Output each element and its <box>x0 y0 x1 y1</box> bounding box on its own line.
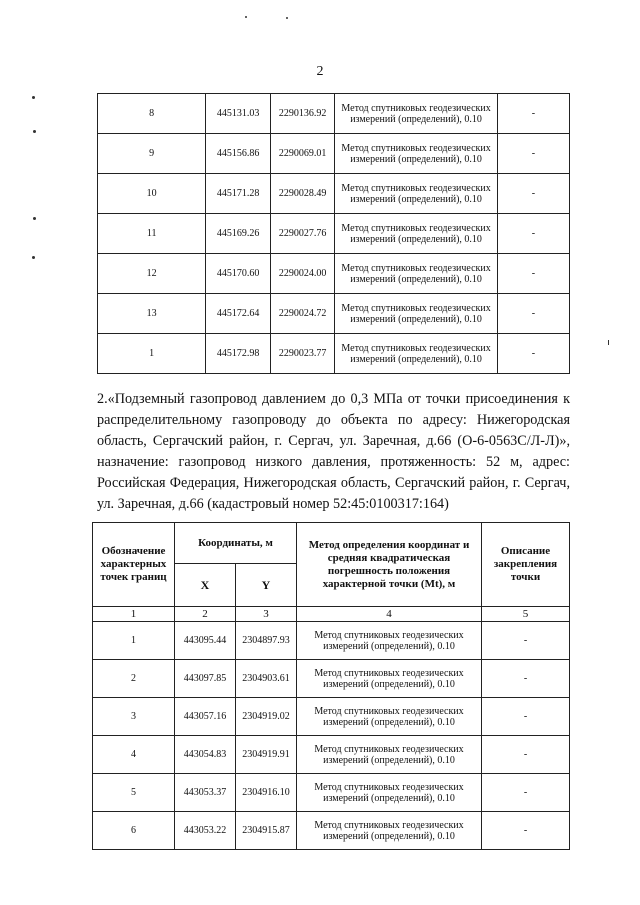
point-cell: 5 <box>93 774 175 812</box>
x-cell: 443053.22 <box>175 812 236 850</box>
point-cell: 13 <box>98 294 206 334</box>
table-row <box>98 254 570 294</box>
scan-speck <box>33 217 36 220</box>
desc-cell: - <box>482 774 570 812</box>
desc-cell: - <box>497 134 569 174</box>
y-cell: 2290069.01 <box>270 134 335 174</box>
desc-cell: - <box>497 214 569 254</box>
x-cell: 445172.98 <box>206 334 270 374</box>
x-cell: 445170.60 <box>206 254 270 294</box>
x-cell: 443097.85 <box>175 660 236 698</box>
x-cell: 445131.03 <box>206 94 270 134</box>
method-cell: Метод спутниковых геодезических измерений (определений), 0.10 <box>297 698 482 736</box>
column-number: 4 <box>297 607 482 622</box>
column-number: 1 <box>93 607 175 622</box>
y-cell: 2290027.76 <box>270 214 335 254</box>
desc-cell: - <box>482 698 570 736</box>
point-cell: 8 <box>98 94 206 134</box>
point-cell: 9 <box>98 134 206 174</box>
y-cell: 2290028.49 <box>270 174 335 214</box>
table-row <box>93 736 570 774</box>
y-cell: 2290024.00 <box>270 254 335 294</box>
x-cell: 443054.83 <box>175 736 236 774</box>
header-point: Обозначение характерных точек границ <box>93 523 175 607</box>
header-x: X <box>175 564 236 607</box>
coordinates-table-continuation <box>97 93 570 374</box>
table-row <box>98 94 570 134</box>
point-cell: 10 <box>98 174 206 214</box>
scan-speck <box>245 16 247 18</box>
x-cell: 445156.86 <box>206 134 270 174</box>
method-cell: Метод спутниковых геодезических измерений (определений), 0.10 <box>297 660 482 698</box>
desc-cell: - <box>497 94 569 134</box>
table-row <box>93 698 570 736</box>
table-row <box>98 174 570 214</box>
method-cell: Метод спутниковых геодезических измерений (определений), 0.10 <box>335 174 497 214</box>
table-row <box>93 774 570 812</box>
method-cell: Метод спутниковых геодезических измерений (определений), 0.10 <box>335 334 497 374</box>
y-cell: 2304919.02 <box>236 698 297 736</box>
table-row <box>98 214 570 254</box>
point-cell: 11 <box>98 214 206 254</box>
x-cell: 445171.28 <box>206 174 270 214</box>
x-cell: 443053.37 <box>175 774 236 812</box>
method-cell: Метод спутниковых геодезических измерений (определений), 0.10 <box>335 94 497 134</box>
x-cell: 443095.44 <box>175 622 236 660</box>
y-cell: 2304897.93 <box>236 622 297 660</box>
desc-cell: - <box>497 334 569 374</box>
point-cell: 1 <box>98 334 206 374</box>
table-row <box>98 134 570 174</box>
coordinates-table <box>92 522 570 850</box>
column-number: 3 <box>236 607 297 622</box>
method-cell: Метод спутниковых геодезических измерений (определений), 0.10 <box>297 736 482 774</box>
table-row <box>98 334 570 374</box>
point-cell: 4 <box>93 736 175 774</box>
scan-speck <box>286 17 288 19</box>
table-row <box>93 812 570 850</box>
header-method: Метод определения координат и средняя квадратическая погрешность положения характерной точки (Mt), м <box>297 523 482 607</box>
y-cell: 2304916.10 <box>236 774 297 812</box>
method-cell: Метод спутниковых геодезических измерений (определений), 0.10 <box>297 622 482 660</box>
method-cell: Метод спутниковых геодезических измерений (определений), 0.10 <box>297 774 482 812</box>
column-numbers-row <box>93 607 570 622</box>
point-cell: 2 <box>93 660 175 698</box>
column-number: 5 <box>482 607 570 622</box>
desc-cell: - <box>497 254 569 294</box>
scan-speck <box>33 130 36 133</box>
point-cell: 1 <box>93 622 175 660</box>
point-cell: 12 <box>98 254 206 294</box>
scan-speck <box>608 340 609 345</box>
y-cell: 2290136.92 <box>270 94 335 134</box>
desc-cell: - <box>482 812 570 850</box>
table-row <box>93 622 570 660</box>
point-cell: 3 <box>93 698 175 736</box>
desc-cell: - <box>482 622 570 660</box>
header-coords: Координаты, м <box>175 523 297 564</box>
y-cell: 2290023.77 <box>270 334 335 374</box>
header-desc: Описание закрепления точки <box>482 523 570 607</box>
header-y: Y <box>236 564 297 607</box>
method-cell: Метод спутниковых геодезических измерений (определений), 0.10 <box>335 254 497 294</box>
scan-speck <box>32 256 35 259</box>
x-cell: 445169.26 <box>206 214 270 254</box>
point-cell: 6 <box>93 812 175 850</box>
y-cell: 2304919.91 <box>236 736 297 774</box>
y-cell: 2290024.72 <box>270 294 335 334</box>
scan-speck <box>32 96 35 99</box>
method-cell: Метод спутниковых геодезических измерений (определений), 0.10 <box>297 812 482 850</box>
page-number: 2 <box>316 64 324 79</box>
method-cell: Метод спутниковых геодезических измерений (определений), 0.10 <box>335 294 497 334</box>
desc-cell: - <box>497 174 569 214</box>
method-cell: Метод спутниковых геодезических измерений (определений), 0.10 <box>335 214 497 254</box>
y-cell: 2304915.87 <box>236 812 297 850</box>
table-header-row <box>93 523 570 564</box>
method-cell: Метод спутниковых геодезических измерений (определений), 0.10 <box>335 134 497 174</box>
y-cell: 2304903.61 <box>236 660 297 698</box>
x-cell: 443057.16 <box>175 698 236 736</box>
x-cell: 445172.64 <box>206 294 270 334</box>
object-description-paragraph: 2.«Подземный газопровод давлением до 0,3 МПа от точки присоединения к распределительному газопроводу до объекта по адресу: Нижегородская область, Сергачский район, г. Сергач, ул. Заречная, д.66 (О-6-0563С/Л-Л)», назначение: газопровод низкого давления, протяженность: 52 м, адрес: Российская Федерация, Нижегородская область, Сергачский район, г. Сергач, ул. Заречная, д.66 (кадастровый номер 52:45:0100317:164) <box>97 391 570 512</box>
table-row <box>93 660 570 698</box>
desc-cell: - <box>482 660 570 698</box>
desc-cell: - <box>482 736 570 774</box>
table-row <box>98 294 570 334</box>
column-number: 2 <box>175 607 236 622</box>
desc-cell: - <box>497 294 569 334</box>
